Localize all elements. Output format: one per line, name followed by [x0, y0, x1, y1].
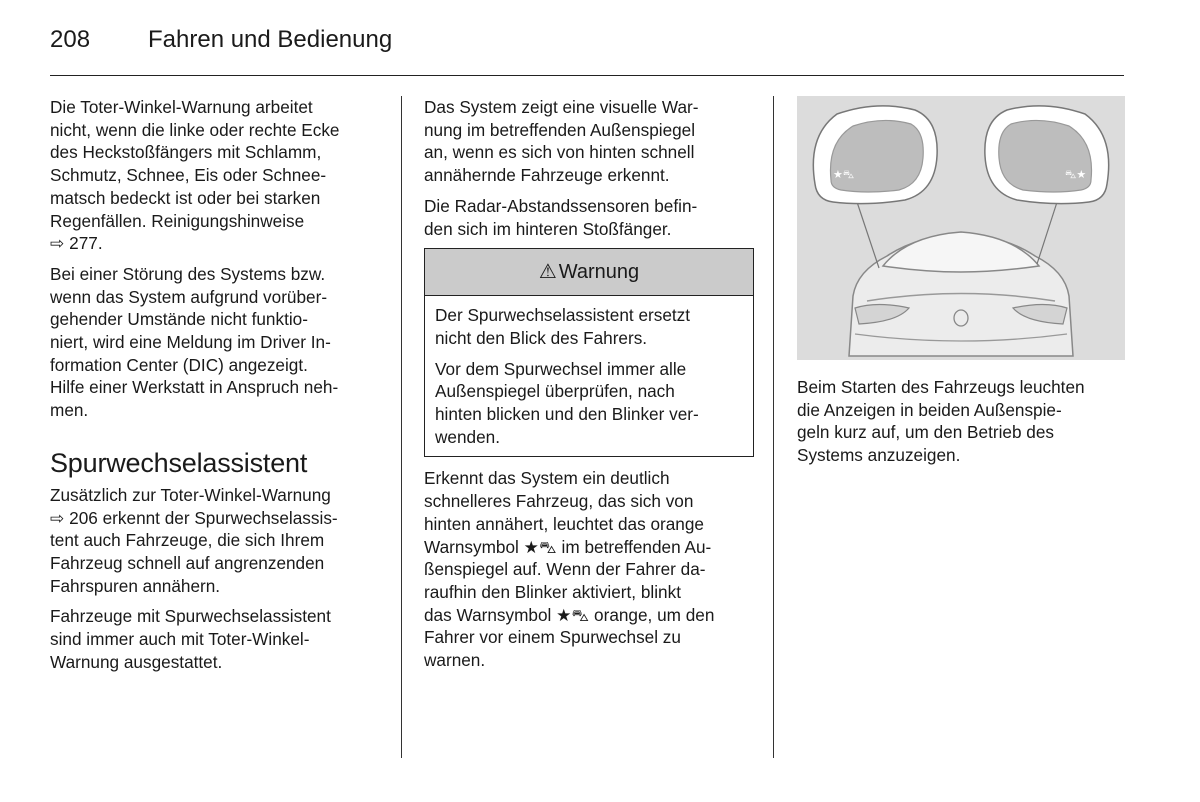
warning-paragraph-2: Vor dem Spurwechsel immer alle Außenspiegel überprüfen, nach hinten blicken und den Blinker ver- wenden.	[435, 358, 699, 447]
mirror-warning-illustration	[797, 96, 1125, 360]
column-2	[424, 96, 754, 680]
column-divider-1	[401, 96, 402, 758]
svg-text:⛍★: ⛍★	[1065, 168, 1087, 181]
warning-header	[425, 249, 753, 296]
col1-paragraph-1: Die Toter-Winkel-Warnung arbeitet nicht, wenn die linke oder rechte Ecke des Heckstoßfängers mit Schlamm, Schmutz, Schnee, Eis oder Schnee- matsch bedeckt ist oder bei starken Regenfällen. Reinigungshinweise ⇨ 277.	[50, 97, 340, 254]
warning-title: Warnung	[558, 260, 640, 283]
column-divider-2	[773, 96, 774, 758]
column-1	[50, 96, 388, 681]
page-number: 208	[50, 26, 91, 53]
col1-paragraph-4: Fahrzeuge mit Spurwechselassistent sind immer auch mit Toter-Winkel- Warnung ausgestattet.	[50, 606, 331, 672]
warning-box	[424, 248, 754, 457]
header-rule	[50, 75, 1124, 76]
page-title: Fahren und Bedienung	[148, 26, 393, 53]
col2-paragraph-3: Erkennt das System ein deutlich schnelleres Fahrzeug, das sich von hinten annähert, leuchtet das orange Warnsymbol ★⛍ im betreffenden Au- ßenspiegel auf. Wenn der Fahrer da- raufhin den Blinker aktiviert, blinkt das Warnsymbol ★⛍ orange, um den Fahrer vor einem Spurwechsel zu warnen.	[424, 468, 715, 671]
warning-paragraph-1: Der Spurwechselassistent ersetzt nicht den Blick des Fahrers.	[435, 305, 691, 348]
column-3	[797, 96, 1125, 475]
warning-body	[425, 296, 753, 448]
col1-paragraph-2: Bei einer Störung des Systems bzw. wenn das System aufgrund vorüber- gehender Umstände nicht funktio- niert, wird eine Meldung im Driver In- formation Center (DIC) angezeigt. Hilfe einer Werkstatt in Anspruch neh- men.	[50, 263, 339, 421]
section-heading: Spurwechselassistent	[50, 447, 308, 478]
col3-paragraph-1: Beim Starten des Fahrzeugs leuchten die Anzeigen in beiden Außenspie- geln kurz auf, um den Betrieb des Systems anzuzeigen.	[797, 377, 1085, 466]
col1-paragraph-3: Zusätzlich zur Toter-Winkel-Warnung ⇨ 206 erkennt der Spurwechselassis- tent auch Fahrzeuge, die sich Ihrem Fahrzeug schnell auf angrenzenden Fahrspuren annähern.	[50, 484, 338, 596]
col2-paragraph-2: Die Radar-Abstandssensoren befin- den sich im hinteren Stoßfänger.	[424, 195, 698, 239]
warning-triangle-icon: ⚠	[538, 260, 557, 283]
col2-paragraph-1: Das System zeigt eine visuelle War- nung im betreffenden Außenspiegel an, wenn es sich von hinten schnell annähernde Fahrzeuge erkennt.	[424, 97, 699, 186]
svg-text:★⛍: ★⛍	[833, 168, 855, 181]
